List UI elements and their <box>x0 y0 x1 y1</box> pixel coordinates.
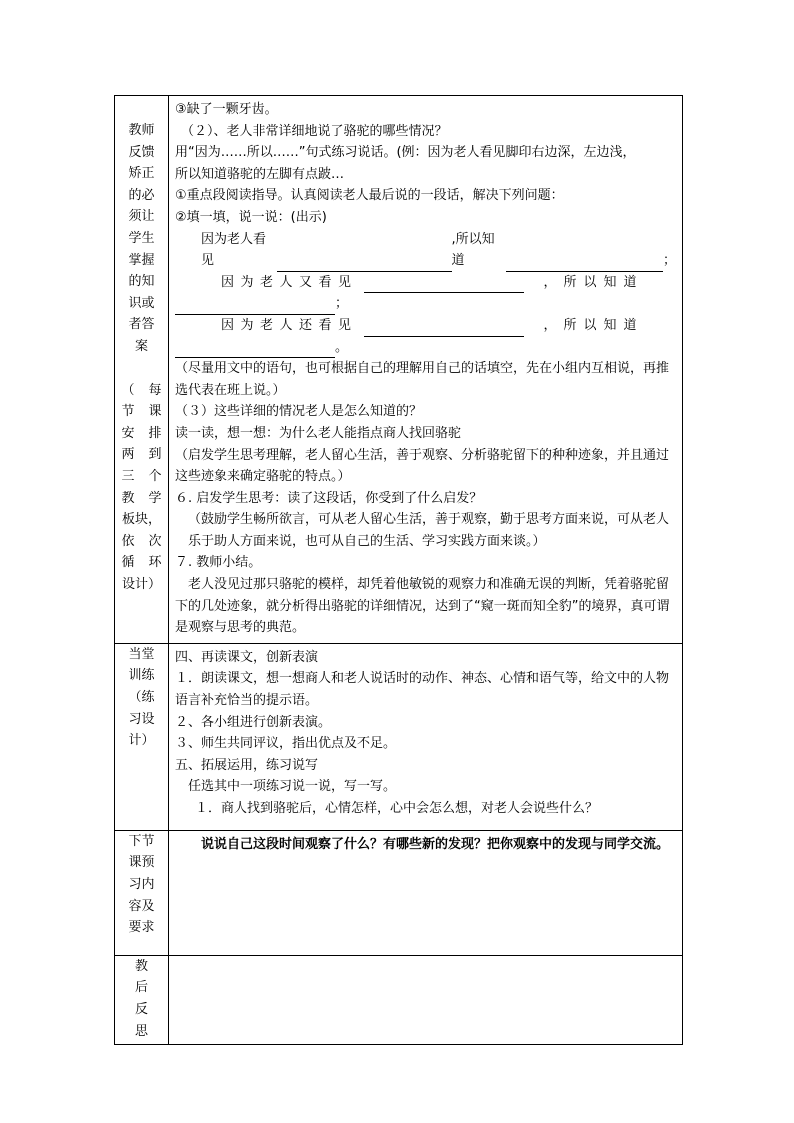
label-line: 矫正 <box>128 166 155 182</box>
blank-field[interactable] <box>506 257 663 272</box>
label-line: 安 排 <box>121 425 162 441</box>
content-line: ６. 启发学生思考：读了这段话，你受到了什么启发？ <box>175 490 483 506</box>
content-line: ③缺了一颗牙齿。 <box>175 102 278 117</box>
content-line: ①重点段阅读指导。认真阅读老人最后说的一段话，解决下列问题： <box>175 188 564 204</box>
content-line: 所以知道骆驼的左脚有点跛… <box>175 166 345 182</box>
label-line: 须让 <box>128 209 155 225</box>
row-reflection-content[interactable] <box>169 955 683 1044</box>
label-line: 训练 <box>128 668 155 684</box>
label-line: 设计） <box>121 576 161 592</box>
content-paragraph: （启发学生思考理解，老人留心生活，善于观察、分析骆驼留下的种种迹象，并且通过这些迹象来确定骆驼的特点。） <box>175 447 670 485</box>
label-line: 反馈 <box>128 144 155 160</box>
label-line: 板块， <box>121 512 161 528</box>
content-line: ②填一填，说一说：(出示) <box>175 209 327 225</box>
fill-blank-line-2b: ； <box>175 293 676 315</box>
label-line: 的知 <box>128 274 155 290</box>
label-line: 教师 <box>128 123 155 138</box>
label-line: 课预 <box>128 855 155 871</box>
blank-field[interactable] <box>364 278 524 293</box>
label-line: 后 <box>134 980 148 996</box>
label-line: 下节 <box>128 833 155 849</box>
label-line: 思 <box>134 1023 148 1039</box>
label-line: 要求 <box>128 920 155 936</box>
content-line: ７. 教师小结。 <box>175 555 262 571</box>
label-line: 习内 <box>128 877 155 893</box>
label-line: （练 <box>128 690 155 706</box>
row-practice-content <box>169 643 683 830</box>
content-line: ３、师生共同评议，指出优点及不足。 <box>175 736 397 752</box>
label-line: 者答 <box>128 317 155 333</box>
content-line: （２）、老人非常详细地说了骆驼的哪些情况？ <box>181 123 448 139</box>
content-line: ２、各小组进行创新表演。 <box>175 714 332 730</box>
fill-blank-line-1: 因为老人看见 ,所以知道 ； <box>175 229 676 272</box>
row-practice <box>115 643 683 830</box>
row-reflection-label <box>115 955 169 1044</box>
blank-field[interactable] <box>277 257 451 272</box>
label-line: 容及 <box>128 898 155 914</box>
label-line: 循 环 <box>121 555 162 571</box>
label-line: 当堂 <box>128 646 155 662</box>
label-line: 习设 <box>128 711 155 727</box>
label-line: 掌握 <box>128 252 155 268</box>
row-preview-label <box>115 830 169 955</box>
label-line: 案 <box>134 338 148 354</box>
content-paragraph: １．朗读课文，想一想商人和老人说话时的动作、神态、心情和语气等，给文中的人物语言补充恰当的提示语。 <box>175 671 670 709</box>
content-line: （３）这些详细的情况老人是怎么知道的？ <box>175 404 423 420</box>
fill-blank-line-3b: 。 <box>175 337 676 359</box>
content-line: 用“因为……所以……”句式练习说话。(例：因为老人看见脚印右边深，左边浅， <box>175 145 636 161</box>
row-feedback-label <box>115 96 169 644</box>
label-line: 学生 <box>128 230 155 246</box>
blank-field[interactable] <box>175 343 335 358</box>
row-preview-content <box>169 830 683 955</box>
content-line: 任选其中一项练习说一说，写一写。 <box>188 779 397 795</box>
content-paragraph: （鼓励学生畅所欲言，可从老人留心生活，善于观察，勤于思考方面来说，可从老人乐于助人方面来说，也可从自己的生活、学习实践方面来谈。） <box>188 512 670 549</box>
label-line: 两 到 <box>121 447 162 463</box>
label-line: 的必 <box>128 187 155 203</box>
label-line: 三 个 <box>121 468 162 484</box>
label-line: 节 课 <box>121 404 162 420</box>
fill-blank-line-3: 因为老人还看见 ，所以知道 <box>175 315 676 337</box>
lesson-plan-table <box>114 95 683 1045</box>
row-feedback <box>115 96 683 644</box>
label-line: 反 <box>134 1002 148 1018</box>
content-line: １．商人找到骆驼后，心情怎样，心中会怎么想，对老人会说些什么？ <box>195 801 599 816</box>
label-line: 识或 <box>128 295 155 311</box>
label-line: 计） <box>128 733 155 749</box>
row-practice-label <box>115 643 169 830</box>
content-paragraph: （尽量用文中的语句，也可根据自己的理解用自己的话填空，先在小组内互相说，再推选代表在班上说。） <box>175 361 670 398</box>
row-reflection <box>115 955 683 1044</box>
fill-blank-line-2: 因为老人又看见 ，所以知道 <box>175 272 676 294</box>
label-line: 教 学 <box>121 490 162 506</box>
blank-field[interactable] <box>175 300 335 315</box>
blank-field[interactable] <box>364 322 524 337</box>
label-line: （ 每 <box>121 382 162 398</box>
row-preview <box>115 830 683 955</box>
content-line: 四、再读课文，创新表演 <box>175 649 319 665</box>
label-line: 教 <box>134 958 148 974</box>
content-line: 读一读，想一想：为什么老人能指点商人找回骆驼 <box>175 425 462 441</box>
row-feedback-content <box>169 96 683 644</box>
content-paragraph: 老人没见过那只骆驼的模样，却凭着他敏锐的观察力和准确无误的判断，凭着骆驼留下的几处迹象，就分析得出骆驼的详细情况，达到了“窥一斑而知全豹”的境界，真可谓是观察与思考的典范。 <box>175 577 670 636</box>
content-line: 五、拓展运用，练习说写 <box>175 757 319 773</box>
preview-text: 说说自己这段时间观察了什么？有哪些新的发现？把你观察中的发现与同学交流。 <box>201 836 670 852</box>
label-line: 依 次 <box>121 533 162 549</box>
